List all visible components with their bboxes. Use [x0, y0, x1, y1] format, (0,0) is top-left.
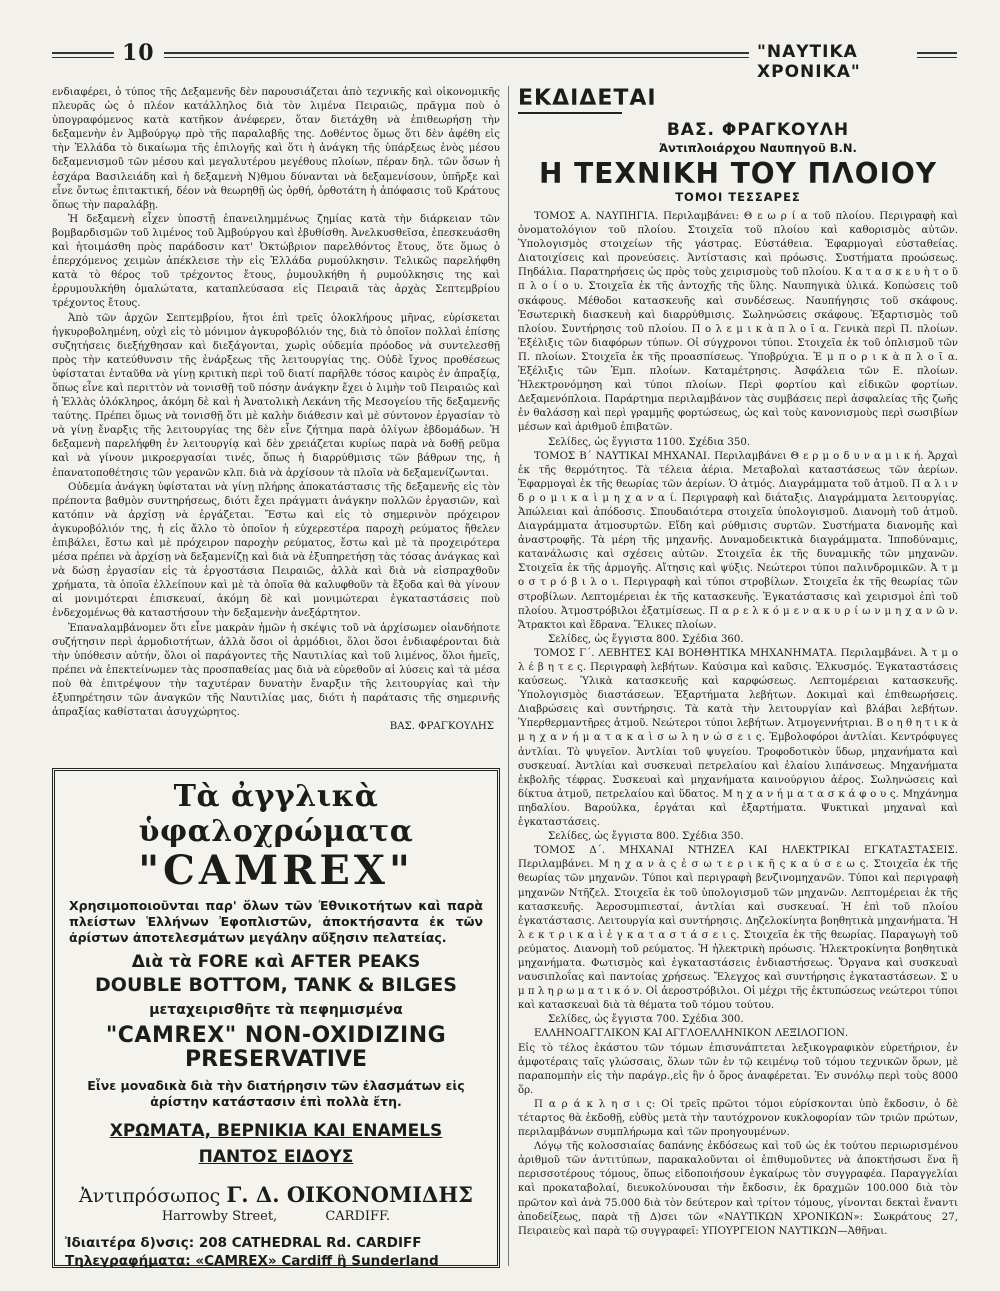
article-paragraph: Ἡ δεξαμενὴ εἶχεν ὑποστῇ ἐπανειλημμένως ζημίας κατὰ τὴν διάρκειαν τῶν βομβαρδισμῶν τοῦ λιμένος τοῦ Ἀμβούργου καὶ ἐβυθίσθη. Ἀνελκυσθεῖσα, ἐπεσκευάσθη καὶ ἡτοιμάσθη πρὸς παράδοσιν κατ' Ὀκτώβριον παρελθόντος ἔτους, ὅτε ὅμως ὁ ἐπερχόμενος χειμὼν ἀπέκλεισε τὴν εἰς Ἑλλάδα ρυμούλκησιν. Τελικῶς παρελήφθη κατὰ τὸ θέρος τοῦ τρέχοντος ἔτους, ῥυμουλκήθη ἡ ρυμούλκησις της καὶ ἐρρυμουλκήθη ὁμαλώτατα, καταπλεύσασα εἰς Πειραιᾶ τὰς ἀρχὰς Σεπτεμβρίου τρέχοντος ἔτους. — [52, 213, 500, 310]
ad-telegrams: Τηλεγραφήματα: «CAMREX» Cardiff ἢ Sunderland — [65, 1253, 439, 1269]
announcement-heading: ΕΚΔΙΔΕΤΑΙ — [518, 86, 657, 111]
volume-a-pages: Σελίδες, ὡς ἔγγιστα 1100. Σχέδια 350. — [548, 436, 751, 448]
book-author: ΒΑΣ. ΦΡΑΓΚΟΥΛΗ — [666, 120, 850, 140]
header-rule — [52, 52, 114, 54]
header-rule — [164, 52, 749, 54]
article-paragraph: Ἀπὸ τῶν ἀρχῶν Σεπτεμβρίου, ἤτοι ἐπὶ τρεῖς ὁλοκλήρους μῆνας, εὑρίσκεται ἠγκυροβολημένη, οὐχὶ εἰς τὸ μόνιμον ἀγκυροβόλιόν της, διὰ τὸ ὁποῖον πολλαὶ ἐπίσης συζητήσεις διεξήχθησαν καὶ διεξάγονται, χωρὶς οὐδεμία πρόοδος νὰ συντελεσθῇ πρὸς τὴν κατεύθυνσιν τῆς ἐνάρξεως τῆς λειτουργίας της. Οὐδὲ ἴχνος προθέσεως ὑφίσταται ἐνταῦθα νὰ γίνῃ κριτικὴ περὶ τοῦ διατί παρῆλθε τόσος καιρὸς ἐν ἀπραξίᾳ, ὅπως εἶνε καὶ περιττὸν νὰ τονισθῇ τοῦ πόσην ἀνάγκην ἔχει ὁ λιμὴν τοῦ Πειραιῶς καὶ ἡ Ἑλλὰς ὁλόκληρος, ἀκόμη δὲ καὶ ἡ Ἀνατολικὴ Λεκάνη τῆς Μεσογείου τῆς δεξαμενῆς ταύτης. Πρέπει ὅμως νὰ τονισθῇ ὅτι μὲ καλὴν διάθεσιν καὶ μὲ σύντονον ἐργασίαν τὸ νὰ γίνῃ ἔναρξις τῆς λειτουργίας της δὲν εἶνε ζήτημα παρὰ ὀλίγων ἑβδομάδων. Ἡ δεξαμενὴ παρελήφθη ἐν λειτουργίᾳ καὶ δὲν χρειάζεται κυρίως παρὰ νὰ δοθῇ ρεῦμα καὶ νὰ γίνουν μικροεργασίαι τινές, ὅπως ἡ διαρρύθμισις τῶν βάθρων της, ἡ ἐπανατοποθέτησις τῶν γερανῶν κλπ. διὰ νὰ ἀρχίσουν τὰ πλοῖα νὰ δεξαμενίζωνται. — [52, 312, 500, 479]
article-paragraph: ενδιαφέρει, ὁ τύπος τῆς Δεξαμενῆς δὲν παρουσιάζεται ἀπὸ τεχνικῆς καὶ οἰκονομικῆς πλευρᾶς ὡς ὁ πλέον κατάλληλος διὰ τὸν λιμένα Πειραιῶς, πρᾶγμα ποὺ ὁ ὑπογραφόμενος κατὰ κατῆκον ἀνέφερεν, ὅταν διετάχθη νὰ ἐπιθεωρήσῃ τὴν δεξαμενὴν ἐν Ἀμβούργῳ πρὸ τῆς παραλαβῆς της. Δοθέντος ὅμως ὅτι δὲν ἀφέθη εἰς τὴν Ἑλλάδα τὸ δικαίωμα τῆς ἐπιλογῆς καὶ ὅτι ἡ ἀνάγκη τῆς ὑπάρξεως ἑνὸς μέσου δεξαμενισμοῦ τῶν μέσου καὶ μεγαλυτέρου μεγέθους πλοίων, πέραν δηλ. τῶν ὅσων ἡ ἐσχάρα Βασιλειάδη καὶ ἡ δεξαμενὴ Ν)θμου δύνανται νὰ δεξαμενίσουν, ὑπῆρξε καὶ εἶνε ὄντως ἐπιτακτική, δέον νὰ θεωρηθῇ ὡς ὀρθή, ὀρθοτάτη ἡ ἀπόφασις τοῦ Κράτους ὅπως τὴν παραλάβῃ. — [52, 87, 500, 211]
ad-line: μεταχειρισθῆτε τὰ πεφημισμένα — [149, 1002, 403, 1018]
article-paragraph: Ἐπαναλαμβάνομεν ὅτι εἶνε μακρὰν ἡμῶν ἡ σκέψις τοῦ νὰ ἀρχίσωμεν οἱανδήποτε συζήτησιν περὶ ἁρμοδιοτήτων, ἀλλὰ ὅσοι οἱ ἁρμόδιοι, ὅλοι ὅσοι ἐνδιαφέρονται διὰ τὴν ὑπόθεσιν αὐτήν, ὅλοι οἱ παράγοντες τῆς Ναυτιλίας καὶ τοῦ λιμένος, ὅλοι ἡμεῖς, πρέπει νὰ ἐπεκτείνωμεν τὰς προσπαθείας μας διὰ νὰ εὑρεθοῦν αἱ λύσεις καὶ τὰ μέσα ποὺ θὰ ἐπιτρέψουν τὴν ταχυτέραν δυνατὴν ἔναρξιν τῆς λειτουργίας καὶ τὴν ἐξυπηρέτησιν τῶν ἀναγκῶν τῆς Ναυτιλίας μας, διότι ἡ παράτασις τῆς σημερινῆς ἀπραξίας καθίσταται ἀσυγχώρητος. — [52, 622, 500, 719]
volume-d: ΤΟΜΟΣ Δ΄. ΜΗΧΑΝΑΙ ΝΤΗΖΕΛ ΚΑΙ ΗΛΕΚΤΡΙΚΑΙ ΕΓΚΑΤΑΣΤΑΣΕΙΣ. Περιλαμβάνει. Μ η χ α ν ὰ ς ἐ σ ω τ ε ρ ι κ ῆ ς κ α ύ σ ε ω ς. Στοιχεῖα ἐκ τῆς θεωρίας τῶν μηχανῶν. Τύποι καὶ περιγραφὴ βενζινομηχανῶν. Τύποι καὶ περιγραφὴ μηχανῶν Ντῆζελ. Στοιχεῖα ἐκ τοῦ ὑπολογισμοῦ τῶν μηχανῶν. Λεπτομέρειαι ἐκ τῆς κατασκευῆς. Ἀεροσυμπιεσταί, ἀντλίαι καὶ συσκευαί. Ἡ ἐπὶ τοῦ πλοίου ἐγκατάστασις. Λειτουργία καὶ συντήρησις. Δηζελοκίνητα βοηθητικὰ μηχανήματα. Ἠ λ ε κ τ ρ ι κ α ὶ ἐ γ κ α τ α σ τ ά σ ε ι ς. Στοιχεῖα ἐκ τῆς θεωρίας. Παραγωγὴ τοῦ ρεύματος. Διανομὴ τοῦ ρεύματος. Ἡ ἠλεκτρικὴ πρόωσις. Ἠλεκτροκίνητα βοηθητικὰ μηχανήματα. Φωτισμὸς καὶ ἐγκαταστάσεις ἐνδιαστήσεως. Ὄργανα καὶ συσκευαὶ ναυσιπλοΐας καὶ παντοίας χρήσεως. Ἔλεγχος καὶ συντήρησις ἐγκαταστάσεων. Σ υ μ π λ η ρ ω μ α τ ι κ ό ν. Οἱ ἀεροστρόβιλοι. Οἱ μέχρι τῆς ἐκτυπώσεως νεώτεροι τύποι καὶ κατασκευαὶ διὰ τὰ θέματα τοῦ τόμου τούτου. — [518, 845, 958, 1012]
ad-address: Ἰδιαιτέρα δ)νσις: 208 CATHEDRAL Rd. CARDIFF — [65, 1235, 422, 1251]
volume-b: ΤΟΜΟΣ Β΄ ΝΑΥΤΙΚΑΙ ΜΗΧΑΝΑΙ. Περιλαμβάνει Θ ε ρ μ ο δ υ ν α μ ι κ ή. Ἀρχαὶ ἐκ τῆς θερμότητος. Τὰ τέλεια ἀέρια. Μεταβολαὶ καταστάσεως τῶν ἀερίων. Ἐφαρμογαὶ ἐκ τῆς θεωρίας τῶν ἀερίων. Ὁ ἀτμός. Διαγράμματα τοῦ ἀτμοῦ. Π α λ ι ν δ ρ ο μ ι κ α ὶ μ η χ α ν α ί. Περιγραφὴ καὶ διάταξις. Διαγράμματα λειτουργίας. Ἀπώλειαι καὶ ἀπόδοσις. Σπουδαιότερα στοιχεῖα ὑπολογισμοῦ. Διανομὴ τοῦ ἀτμοῦ. Διαγράμματα ἀτμοσυρτῶν. Εἴδη καὶ ρύθμισις συρτῶν. Συστήματα διανομῆς καὶ ἀναστροφῆς. Τὰ μέρη τῆς μηχανῆς. Δυναμοδεικτικὰ διαγράμματα. Ἱπποδύναμις, κατανάλωσις καὶ σχέσεις αὐτῶν. Στοιχεῖα ἐκ τῆς δυναμικῆς τῶν μηχανῶν. Στοιχεῖα ἐκ τῆς ἁρμογῆς. Αἴτησις καὶ ψύξις. Νεώτεροι τύποι παλινδρομικῶν. Ἀ τ μ ο σ τ ρ ό β ι λ ο ι. Περιγραφὴ καὶ τύποι στροβίλων. Στοιχεῖα ἐκ τῆς θεωρίας τῶν στροβίλων. Λεπτομέρειαι ἐκ τῆς κατασκευῆς. Ἐγκατάστασις καὶ χειρισμοὶ ἐπὶ τοῦ πλοίου. Ἀτμοστρόβιλοι ἐξατμίσεως. Π α ρ ε λ κ ό μ ε ν α κ υ ρ ί ω ν μ η χ α ν ῶ ν. Ἄτρακτοι καὶ ἕδρανα. Ἕλικες πλοίων. — [518, 450, 958, 631]
column-divider — [508, 86, 509, 1266]
article-paragraph: Οὐδεμία ἀνάγκη ὑφίσταται νὰ γίνῃ πλήρης ἀποκατάστασις τῆς δεξαμενῆς εἰς τὸν πρέποντα βαθμὸν συντηρήσεως, διότι ἔχει πράγματι ἀνάγκην πολλῶν ἐργασιῶν, καὶ κατόπιν νὰ ἀρχίσῃ νὰ ἐργάζεται. Ἔστω καὶ εἰς τὸ σημερινὸν πρόχειρον ἀγκυροβόλιόν της, ἡ εἰς ἄλλο τὸ ὁποῖον ἡ εὐχερεστέρα παροχὴ ρεύματος ἤθελεν ἐπιβάλει, ἔστω καὶ μὲ πρόχειρον παροχὴν ρεύματος, ἔστω καὶ μὲ τὰ προχειρότερα μέσα πρέπει νὰ ἀρχίσῃ νὰ δεξαμενίζῃ καὶ διὰ νὰ ἐξυπηρετήσῃ τὰς τόσας ἀνάγκας καὶ νὰ δώσῃ ἐργασίαν εἰς τὰ ἐργοστάσια Πειραιῶς, ἀλλὰ καὶ διὰ νὰ εἰσπραχθοῦν χρήματα, τὰ ὁποῖα ἐλλείπουν καὶ μὲ τὰ ὁποῖα θὰ καλυφθοῦν τὰ ἔξοδα καὶ θὰ γίνουν αἱ μονιμότεραι ἐπισκευαί, ἀκόμη δὲ καὶ μονιμώτεραι ἐγκαταστάσεις ποὺ ἐνδεχομένως θὰ καταστήσουν τὴν δεξαμενὴν ἀνεξάρτητον. — [52, 481, 500, 620]
volume-d-pages: Σελίδες, ὡς ἔγγιστα 700. Σχέδια 300. — [548, 1014, 744, 1026]
ad-product: PRESERVATIVE — [185, 1047, 368, 1072]
volumes-count: ΤΟΜΟΙ ΤΕΣΣΑΡΕΣ — [675, 190, 801, 204]
volume-c: ΤΟΜΟΣ Γ΄. ΛΕΒΗΤΕΣ ΚΑΙ ΒΟΗΘΗΤΙΚΑ ΜΗΧΑΝΗΜΑΤΑ. Περιλαμβάνει. Ἀ τ μ ο λ έ β η τ ε ς. Περιγραφὴ λεβήτων. Καύσιμα καὶ καῦσις. Ἑλκυσμός. Ἐγκαταστάσεις καύσεως. Ὑλικὰ κατασκευῆς καὶ καρφώσεως. Λεπτομέρειαι κατασκευῆς. Ὑπολογισμὸς διαστάσεων. Ἐξαρτήματα λεβήτων. Δοκιμαὶ καὶ ἐπιθεωρήσεις. Διαβρώσεις καὶ συντήρησις. Τὰ κατὰ τὴν λειτουργίαν καὶ βλάβαι λεβήτων. Ὑπερθερμαντῆρες ἀτμοῦ. Νεώτεροι τύποι λεβήτων. Ἀτμογεννήτριαι. Β ο η θ η τ ι κ ὰ μ η χ α ν ή μ α τ α κ α ὶ σ ω λ η ν ώ σ ε ι ς. Ἐμβολοφόροι ἀντλίαι. Κεντρόφυγες ἀντλίαι. Τὸ ψυγεῖον. Ἀντλίαι τοῦ ψυγείου. Τροφοδοτικὸν ὕδωρ, μηχανήματα καὶ συσκευαί. Ἀντλίαι καὶ συσκευαὶ πετρελαίου καὶ ἐλαίου λιπάνσεως. Μηχανήματα ἐκβολῆς τέφρας. Συσκευαὶ καὶ μηχανήματα καινούργιου ἀέρος. Σωληνώσεις καὶ δίκτυα ἀτμοῦ, πετρελαίου καὶ ὕδατος. Μ η χ α ν ή μ α τ α σ κ ά φ ο υ ς. Μηχάνημα πηδαλίου. Βαρούλκα, ἐργάται καὶ ἐξαρτήματα. Ψυκτικαὶ μηχαναὶ καὶ ἐγκαταστάσεις. — [518, 647, 958, 829]
ad-kind: ΠΑΝΤΟΣ ΕΙΔΟΥΣ — [198, 1147, 354, 1167]
ad-line: Διὰ τὰ FORE καὶ AFTER PEAKS — [131, 952, 421, 972]
header-rule — [917, 52, 957, 54]
ad-agent-name: Γ. Δ. ΟΙΚΟΝΟΜΙΔΗΣ — [226, 1182, 474, 1207]
camrex-advertisement — [52, 768, 500, 1268]
volume-a: ΤΟΜΟΣ Α. ΝΑΥΠΗΓΙΑ. Περιλαμβάνει: Θ ε ω ρ ί α τοῦ πλοίου. Περιγραφὴ καὶ ὀνοματολόγιον τοῦ πλοίου. Στοιχεῖα τοῦ πλοίου καὶ καθορισμὸς αὐτῶν. Ὑπολογισμὸς στοιχείων τῆς γάστρας. Εὐστάθεια. Ἐφαρμογαὶ εὐσταθείας. Διατοιχίσεις καὶ προνεύσεις. Ἀντίστασις καὶ πρόωσις. Συστήματα προώσεως. Πηδάλια. Παρατηρήσεις ὡς πρὸς τοὺς χειρισμοὺς τοῦ πλοίου. Κ α τ α σ κ ε υ ὴ τ ο ῦ π λ ο ί ο υ. Στοιχεῖα ἐκ τῆς ἀντοχῆς τῆς ὕλης. Ναυπηγικὰ ὑλικά. Κοπώσεις τοῦ σκάφους. Μέθοδοι κατασκευῆς καὶ συνδέσεως. Ναυπήγησις τοῦ σκάφους. Ἐσωτερικὴ διασκευὴ καὶ διαρρύθμισις. Σωληνώσεις σκάφους. Ἐξαρτισμὸς τοῦ πλοίου. Συντήρησις τοῦ πλοίου. Π ο λ ε μ ι κ ὰ π λ ο ῖ α. Γενικὰ περὶ Π. πλοίων. Ἐξέλιξις τῶν διαφόρων τύπων. Οἱ σύγχρονοι τύποι. Στοιχεῖα ἐκ τοῦ ὁπλισμοῦ τῶν Π. πλοίων. Στοιχεῖα ἐκ τῆς προασπίσεως. Ὑποβρύχια. Ἐ μ π ο ρ ι κ ὰ π λ ο ῖ α. Ἐξέλιξις τῶν Ἐμπ. πλοίων. Καταμέτρησις. Ἀσφάλεια τῶν Ε. πλοίων. Ἠλεκτρονόμηση καὶ τύποι πλοίων. Περὶ φορτίου καὶ εἰδικῶν φορτίων. Δεξαμενόπλοια. Παράρτημα περιλαμβάνον τὰς συμβάσεις περὶ ἀσφαλείας τῆς ζωῆς ἐν θαλάσσῃ καὶ περὶ γραμμῆς φορτώσεως, ὡς καὶ τοὺς κανονισμοὺς περὶ σωσιβίων μέσων καὶ ἀριθμοῦ ἐπιβατῶν. — [518, 211, 958, 434]
left-article — [52, 86, 500, 734]
ad-paints: ΧΡΩΜΑΤΑ, ΒΕΡΝΙΚΙΑ ΚΑΙ ENAMELS — [109, 1121, 443, 1141]
article-signature: ΒΑΣ. ΦΡΑΓΚΟΥΛΗΣ — [389, 721, 494, 733]
page-header — [52, 40, 957, 82]
volume-b-pages: Σελίδες, ὡς ἔγγιστα 800. Σχέδια 360. — [548, 633, 744, 645]
book-announcement — [518, 86, 958, 1239]
header-rule — [164, 57, 749, 58]
volume-c-pages: Σελίδες, ὡς ἔγγιστα 800. Σχέδια 350. — [548, 831, 744, 843]
dictionary-text: Εἰς τὸ τέλος ἑκάστου τῶν τόμων ἐπισυνάπτεται λεξικογραφικὸν εὑρετήριον, ἐν ἀμφοτέραις ταῖς γλώσσαις, ὅλων τῶν ἐν τῷ κειμένῳ τοῦ τόμου τεχνικῶν ὅρων, μὲ παραπομπὴν εἰς τὴν παράγρ.,εἰς ἣν ὁ ὅρος ἀναφέρεται. Ἐν συνόλῳ περὶ τοὺς 8000 ὅρ. — [518, 1042, 958, 1096]
ad-brand: "CAMREX" — [138, 847, 414, 894]
book-title: Η ΤΕΧΝΙΚΗ ΤΟΥ ΠΛΟΙΟΥ — [538, 157, 938, 190]
ad-product: "CAMREX" NON-OXIDIZING — [105, 1023, 447, 1048]
ad-title: Τὰ ἀγγλικὰ ὑφαλοχρώματα — [138, 779, 414, 849]
publication-note: Π α ρ ά κ λ η σ ι ς: Οἱ τρεῖς πρῶτοι τόμοι εὑρίσκονται ὑπὸ ἔκδοσιν, ὁ δὲ τέταρτος θὰ ἐκδοθῇ, εὐθὺς μετὰ τὴν ταυτόχρονον κυκλοφορίαν τῶν τριῶν πρώτων, περιλαμβάνων συμπλήρωμα καὶ τῶν προηγουμένων. — [518, 1098, 958, 1139]
ad-agent-label: Ἀντιπρόσωπος — [78, 1185, 221, 1207]
ordering-info: Λόγῳ τῆς κολοσσιαίας δαπάνης ἐκδόσεως καὶ τοῦ ὡς ἐκ τούτου περιωρισμένου ἀριθμοῦ τῶν ἀντιτύπων, παρακαλοῦνται οἱ ἐπιθυμοῦντες νὰ ἀποκτήσωσι ἕνα ἢ περισσοτέρους τόμους, ὅπως εἰδοποιήσουν ἐγκαίρως τὸν συγγραφέα. Παραγγελίαι καὶ προκαταβολαί, διευκολύνουσαι τὴν ἔκδοσιν, ἐκ δραχμῶν 100.000 διὰ τὸν πρῶτον καὶ ἀνὰ 75.000 διὰ τὸν δεύτερον καὶ τρίτον τόμους, γίνονται δεκταὶ ἔναντι ἀποδείξεως, παρὰ τῇ Δ)σει τῶν «ΝΑΥΤΙΚΩΝ ΧΡΟΝΙΚΩΝ»: Σωκράτους 27, Πειραιεὺς καὶ παρὰ τῷ συγγραφεῖ: ΥΠΟΥΡΓΕΙΟΝ ΝΑΥΤΙΚΩΝ—Ἀθῆναι. — [518, 1141, 958, 1237]
heading-underline — [518, 112, 622, 114]
page-number: 10 — [122, 40, 155, 66]
header-rule — [52, 57, 114, 58]
ad-street-name: Harrowby Street, — [161, 1209, 278, 1224]
ad-agent — [65, 1182, 487, 1207]
header-rule — [917, 57, 957, 58]
ad-intro: Χρησιμοποιοῦνται παρ' ὅλων τῶν Ἐθνικοτήτων καὶ παρὰ πλείστων Ἑλλήνων Ἐφοπλιστῶν, ἀποκτήσαντα ἐκ τῶν ἀρίστων ἀποτελεσμάτων μεγάλην αὔξησιν πελατείας. — [69, 898, 483, 945]
masthead: "ΝΑΥΤΙΚΑ ΧΡΟΝΙΚΑ" — [757, 42, 861, 82]
ad-city: CARDIFF. — [325, 1209, 391, 1224]
author-title: Ἀντιπλοιάρχου Ναυπηγοῦ Β.Ν. — [659, 141, 857, 155]
dictionary-title: ΕΛΛΗΝΟΑΓΓΛΙΚΟΝ ΚΑΙ ΑΓΓΛΟΕΛΛΗΝΙΚΟΝ ΛΕΞΙΛΟΓΙΟΝ. — [534, 1028, 849, 1040]
ad-street — [65, 1209, 487, 1224]
ad-description: Εἶνε μοναδικὰ διὰ τὴν διατήρησιν τῶν ἐλασμάτων εἰς ἀρίστην κατάστασιν ἐπὶ πολλὰ ἔτη. — [87, 1078, 465, 1109]
ad-line: DOUBLE BOTTOM, TANK & BILGES — [95, 974, 457, 996]
